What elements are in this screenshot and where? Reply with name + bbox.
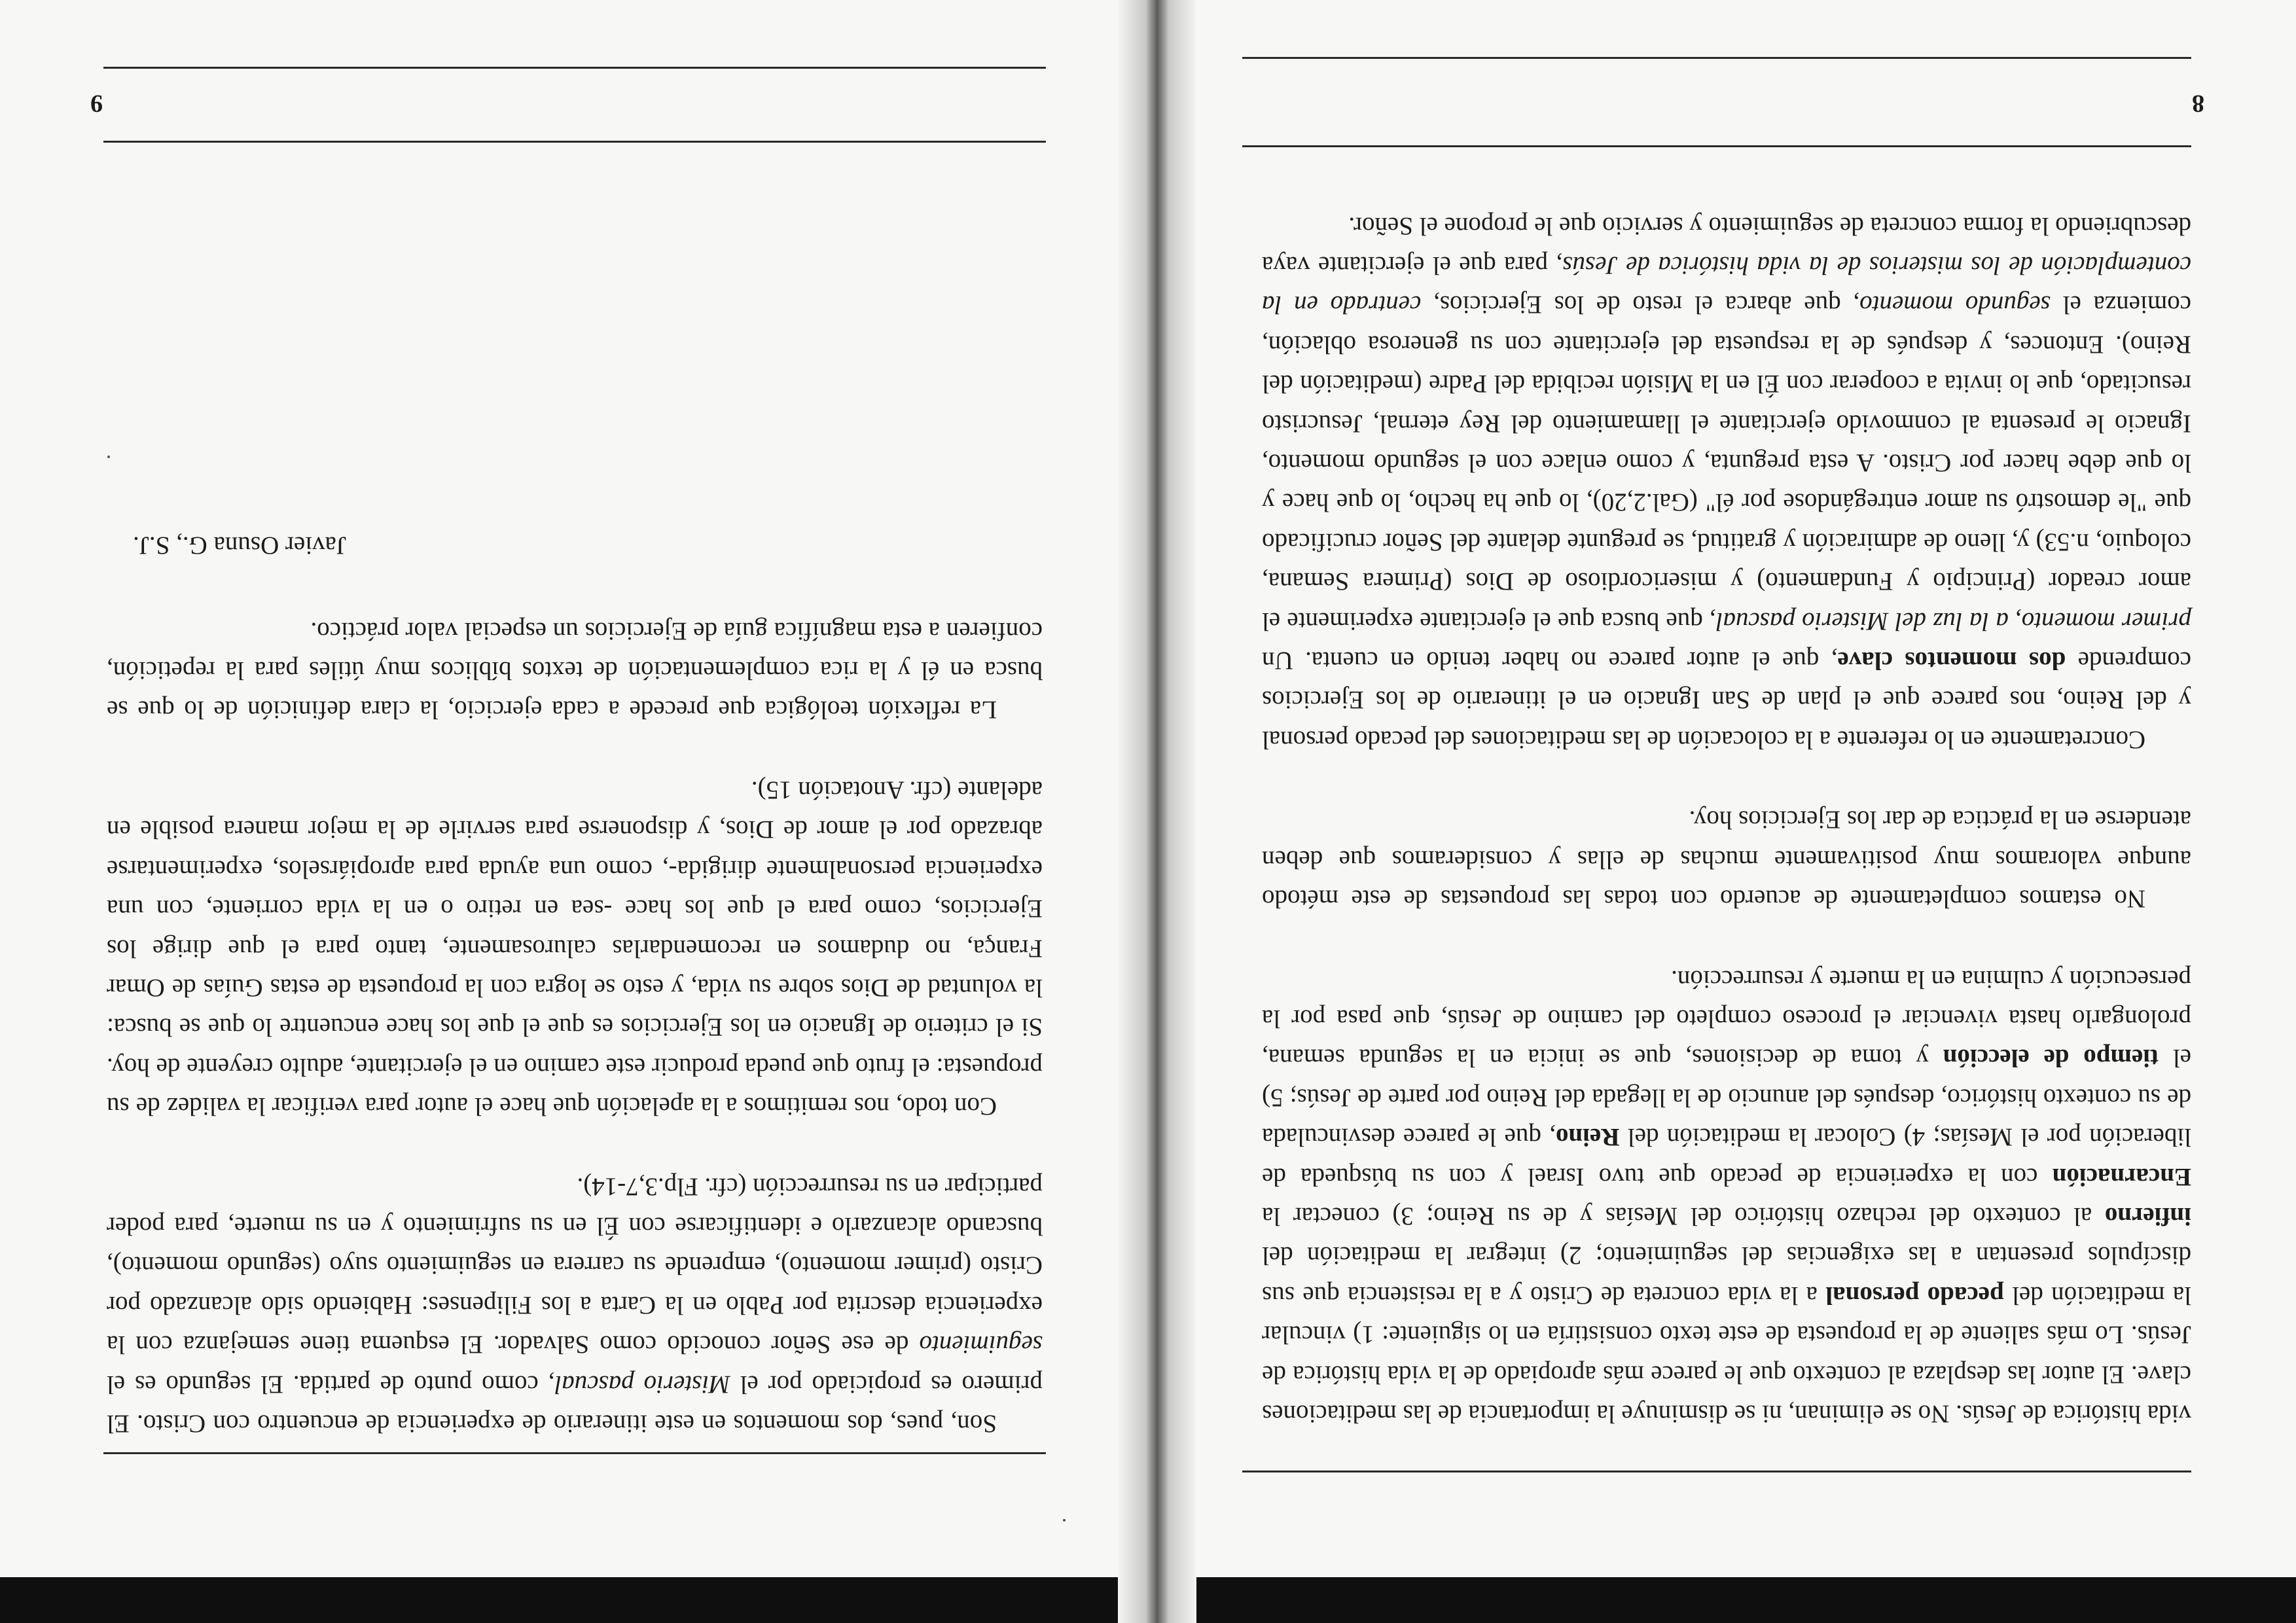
text-run: vida histórica de Jesús. No se eliminan, ni se disminuye la importancia de las meditaciones clave. El autor las desplaza al contexto que le parece más apropiado de la vida histórica de Jesús. Lo más saliente de la propuesta de este texto consistiría en lo siguiente: 1) vincular la meditación del [1262,1281,2191,1428]
text-run: con la experiencia de pecado que tuvo Israel y con su búsqueda de liberación por el Mesías; 4) Colocar la meditación del [1262,1123,2191,1191]
top-rule [1242,1471,2191,1472]
text-run: Concretamente en lo referente a la colocación de las meditaciones del pecado personal y del Reino, nos parece que el plan de San Ignacio en el itinerario de los Ejercicios comprende [1262,647,2191,754]
header-rule-lower [1242,57,2191,59]
paragraph [1262,959,2191,1433]
paragraph [107,770,1043,1126]
header-rule-upper [103,141,1046,143]
text-run: , que abarca el resto de los Ejercicios, [1421,291,1860,319]
text-run: , como punto de partida. El segundo es el [107,1370,555,1399]
bold-term: Encarnación [2052,1162,2191,1191]
bold-term: pecado personal [1825,1281,2004,1310]
bold-term: dos momentos clave [1837,647,2066,675]
page-right [77,0,1052,1623]
scan-speck [1063,1519,1066,1522]
italic-term: seguimiento [919,1330,1043,1359]
author-signature: Javier Osuna G., S.J. [133,531,347,560]
page-8-text [1262,205,2191,1433]
italic-term: Misterio pascual [554,1370,730,1399]
text-run: Son, pues, dos momentos en este itinerario de experiencia de encuentro con Cristo. El primero es propiciado por el [107,1370,1043,1438]
paragraph [1262,800,2191,918]
page-number: 8 [2192,90,2204,117]
italic-term: segundo momento [1859,291,2051,319]
page-9-text [107,526,1043,1443]
header-rule-lower [103,67,1046,69]
scan-speck [107,455,110,458]
book-spine [1118,0,1196,1623]
italic-term: primer momento, a la luz del Misterio pascual, [1709,607,2191,635]
page-number: 9 [90,90,103,117]
text-run: Con todo, nos remitimos a la apelación que hace el autor para verificar la validez de su propuesta: el fruto que pueda producir este camino en el ejercitante, adulto creyente de hoy. Si el criterio de Ignacio en los Ejercicios es que el que los hace encuentre lo que se busca: la voluntad de Dios sobre su vida, y esto se logra con la propuesta de estas Guías de Omar França, no dudamos en recomendarlas calurosamente, tanto para el que dirige los Ejercicios, como para el que los hace -sea en retiro o en la vida corriente, con una experiencia personalmente dirigida-, como una ayuda para apropiárselos, experimentarse abrazado por el amor de Dios, y disponerse para servirle de la mejor manera posible en adelante (cfr. Anotación 15). [107,776,1043,1121]
text-run: que busca que el ejercitante experimente el amor creador (Principio y Fundamento) y misericordioso de Dios (Primera Semana, coloquio, n.53) y, lleno de admiración y gratitud, se pregunte delante del Señor crucificado que "le demostró su amor entregándose por él" (Gal.2,20), lo que ha hecho, lo que hace y lo que debe hacer por Cristo. A esta pregunta, y como enlace con el segundo momento, Ignacio le presenta al conmovido ejercitante el llamamiento del Rey eternal, Jesucristo resucitado, que lo invita a cooperar con Él en la Misión recibida del Padre (meditación del Reino). Entonces, y después de la respuesta del ejercitante con su generosa oblación, comienza el [1262,291,2191,635]
text-run: , para que el ejercitante vaya descubriendo la forma concreta de seguimiento y servicio que le propone el Señor. [1262,211,2191,280]
paragraph [1262,205,2191,759]
top-rule [103,1452,1046,1454]
text-run: La reflexión teológica que precede a cada ejercicio, la clara definición de lo que se busca en él y la rica complementación de textos bíblicos muy útiles para la repetición, confieren a esta magnífica guía de Ejercicios un especial valor práctico. [107,616,1043,724]
text-run: a la vida concreta de Cristo y a la resistencia que sus discípulos presentan a las exigencias del seguimiento; 2) integrar la meditación del [1262,1241,2191,1310]
header-rule-upper [1242,145,2191,147]
text-run: , que el autor parece no haber tenido en cuenta. Un [1262,647,1838,675]
paragraph [107,1166,1043,1443]
page-left [1210,0,2217,1623]
bold-term: infierno [2104,1202,2191,1230]
text-run: No estamos completamente de acuerdo con todas las propuestas de este método aunque valoramos muy positivamente muchas de ellas y consideramos que deben atenderse en la práctica de dar los Ejercicios hoy. [1262,806,2191,914]
text-run: y toma de decisiones, que se inicia en la segunda semana, prolongarlo hasta vivenciar el proceso completo del camino de Jesús, que pasa por la persecución y culmina en la muerte y resurrección. [1262,965,2191,1073]
bold-term: tiempo de elección [1943,1044,2159,1073]
bold-term: Reino [1555,1123,1620,1152]
text-run: , que le parece desvinculada de su contexto histórico, después del anuncio de la llegada del Reino por parte de Jesús; 5) el [1262,1044,2191,1152]
page-9-paragraphs [107,611,1043,1443]
italic-term: centrado en la contemplación de los misterios de la vida histórica de Jesús [1262,251,2191,319]
text-run: de ese Señor conocido como Salvador. El esquema tiene semejanza con la experiencia descrita por Pablo en la Carta a los Filipenses: Habiendo sido alcanzado por Cristo (primer momento), emprende su carrera en seguimiento suyo (segundo momento), buscando alcanzarlo e identificarse con Él en su sufrimiento y en su muerte, para poder participar en su resurrección (cfr. Flp.3,7-14). [107,1172,1043,1359]
paragraph [107,611,1043,729]
text-run: al contexto del rechazo histórico del Mesías y de su Reino; 3) conectar la [1262,1202,2105,1230]
